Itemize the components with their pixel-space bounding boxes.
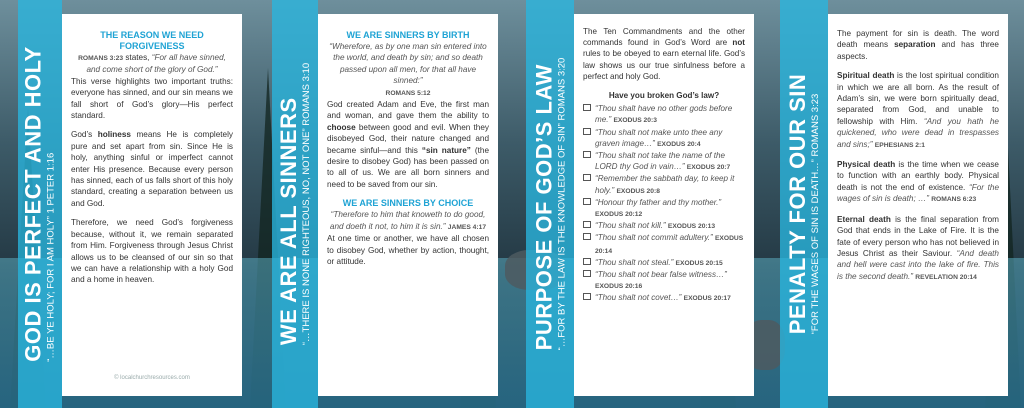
panel2-quote1: “Wherefore, as by one man sin entered into the world, and death by sin; and so death passed upon all men, for that all have sinned:” xyxy=(329,42,487,86)
commandment-ref: EXODUS 20:3 xyxy=(613,117,657,125)
commandment-item xyxy=(583,150,745,173)
commandment-ref: EXODUS 20:15 xyxy=(675,259,723,267)
panel2-card xyxy=(318,14,498,396)
panel1-para4: Therefore, we need God’s forgiveness because, without it, we remain separated from Him. Forgiveness through Jesus Christ allows us to be cleansed of our sin so that we can have a relationship with a holy God and a home in heaven. xyxy=(71,218,233,285)
checkbox[interactable] xyxy=(583,128,591,135)
panel1-verse: ROMANS 3:23 states, “For all have sinned, and come short of the glory of God.” xyxy=(78,53,226,75)
commandment-ref: EXODUS 20:8 xyxy=(616,187,660,195)
panel3-question: Have you broken God’s law? xyxy=(608,91,720,101)
commandment-ref: EXODUS 20:17 xyxy=(683,295,731,303)
commandment-text: “Thou shalt not commit adultery.” xyxy=(595,233,713,243)
checkbox[interactable] xyxy=(583,270,591,277)
commandment-ref: EXODUS 20:12 xyxy=(595,211,643,219)
commandment-item xyxy=(583,103,745,126)
checkbox[interactable] xyxy=(583,221,591,228)
commandment-text: “Remember the sabbath day, to keep it holy.” xyxy=(595,174,735,195)
commandment-item xyxy=(583,127,745,150)
commandment-item xyxy=(583,269,745,292)
checkbox[interactable] xyxy=(583,174,591,181)
commandment-item xyxy=(583,197,745,220)
panel2-body2: At one time or another, we have all chosen to disobey God, whether by action, thought, or attitude. xyxy=(327,234,489,266)
commandment-text: “Honour thy father and thy mother.” xyxy=(595,197,722,207)
checkbox[interactable] xyxy=(583,233,591,240)
commandment-item xyxy=(583,232,745,256)
commandment-text: “Thou shalt not take the name of the LORD thy God in vain…” xyxy=(595,151,726,172)
commandment-ref: EXODUS 20:16 xyxy=(595,283,643,291)
commandment-text: “Thou shalt not bear false witness…” xyxy=(595,270,727,280)
commandment-item xyxy=(583,173,745,196)
copyright: © localchurchresources.com xyxy=(114,374,190,381)
panel2-heading1: WE ARE SINNERS BY BIRTH xyxy=(346,30,470,40)
commandment-text: “Thou shalt not make unto thee any graven image…” xyxy=(595,127,723,148)
panel1-heading: THE REASON WE NEED FORGIVENESS xyxy=(100,30,204,51)
panel3-title: PURPOSE OF GOD’S LAW “…FOR BY THE LAW IS THE KNOWLEDGE OF SIN” ROMANS 3:20 xyxy=(531,57,567,351)
panel4-card xyxy=(828,14,1008,396)
checkbox[interactable] xyxy=(583,258,591,265)
panel1-card xyxy=(62,14,242,396)
commandment-text: “Thou shalt have no other gods before me.” xyxy=(595,104,733,125)
spiritual-death: Spiritual death is the lost spiritual condition in which we are all born. As the result of Adam’s sin, we were born spiritually dead, separated from God, and unable to fellowship with Him. “And you hath he quickened, who were dead in trespasses and sins;” EPHESIANS 2:1 xyxy=(837,71,999,149)
panel4-title: PENALTY FOR OUR SIN “FOR THE WAGES OF SIN IS DEATH…” ROMANS 3:23 xyxy=(785,73,822,335)
commandment-ref: EXODUS 20:7 xyxy=(686,164,731,172)
commandment-item xyxy=(583,257,745,269)
checkbox[interactable] xyxy=(583,151,591,158)
panel3-card xyxy=(574,14,754,396)
panel1-para2: This verse highlights two important truths: everyone has sinned, and our sin means we fall short of God’s glory—His perfect standard. xyxy=(71,76,233,121)
commandment-ref: EXODUS 20:13 xyxy=(667,223,716,231)
commandment-ref: EXODUS 20:4 xyxy=(657,140,701,148)
panel2-heading2: WE ARE SINNERS BY CHOICE xyxy=(342,198,474,209)
commandment-item xyxy=(583,292,745,304)
panel2-body1: God created Adam and Eve, the first man and woman, and gave them the ability to choose between good and evil. When they disobeyed God, their nature changed and became sinful—and this “sin nature” (the desire to disobey God) has been passed on to all of us. We are all born sinners and need to be saved from our sin. xyxy=(327,100,489,189)
panel2-title: WE ARE ALL SINNERS “…THERE IS NONE RIGHTEOUS, NO, NOT ONE” ROMANS 3:10 xyxy=(276,62,313,346)
physical-death: Physical death is the time when we cease to function with an earthly body. Physical death is not the end of existence. “For the wages of sin is death; …” ROMANS 6:23 xyxy=(837,160,999,204)
checkbox[interactable] xyxy=(583,198,591,205)
panel4-intro: The payment for sin is death. The word death means separation and has three aspects. xyxy=(837,29,999,61)
panel1-title: GOD IS PERFECT AND HOLY “…BE YE HOLY; FOR I AM HOLY” 1 PETER 1:16 xyxy=(21,46,57,362)
checkbox[interactable] xyxy=(583,293,591,300)
panel3-intro: The Ten Commandments and the other commands found in God’s Word are not rules to be obeyed to earn eternal life. God’s law shows us our true sinfulness before a perfect and holy God. xyxy=(583,27,745,81)
checkbox[interactable] xyxy=(583,104,591,111)
commandment-text: “Thou shalt not kill.” xyxy=(595,221,666,231)
commandment-list xyxy=(583,103,745,304)
panel1-para3: God’s holiness means He is completely pure and set apart from sin. Since He is holy, anything sinful or imperfect cannot enter His presence. Because every person has sinned, each of us falls short of this holy standard, creating a separation between us and God. xyxy=(71,130,234,208)
commandment-text: “Thou shalt not covet…” xyxy=(595,293,682,303)
panel2-ref1: ROMANS 5:12 xyxy=(385,89,431,97)
commandment-ref: EXODUS 20:14 xyxy=(595,235,744,255)
commandment-item xyxy=(583,220,745,232)
eternal-death: Eternal death is the final separation from God that ends in the Lake of Fire. It is the fate of every person who has not believed in Jesus Christ as their Saviour. “And death and hell were cast into the lake of fire. This is the second death.” REVELATION 20:14 xyxy=(837,214,999,281)
panel2-quote2: “Therefore to him that knoweth to do good, and doeth it not, to him it is sin.” JAMES 4:17 xyxy=(329,210,487,231)
commandment-text: “Thou shalt not steal.” xyxy=(595,257,674,267)
